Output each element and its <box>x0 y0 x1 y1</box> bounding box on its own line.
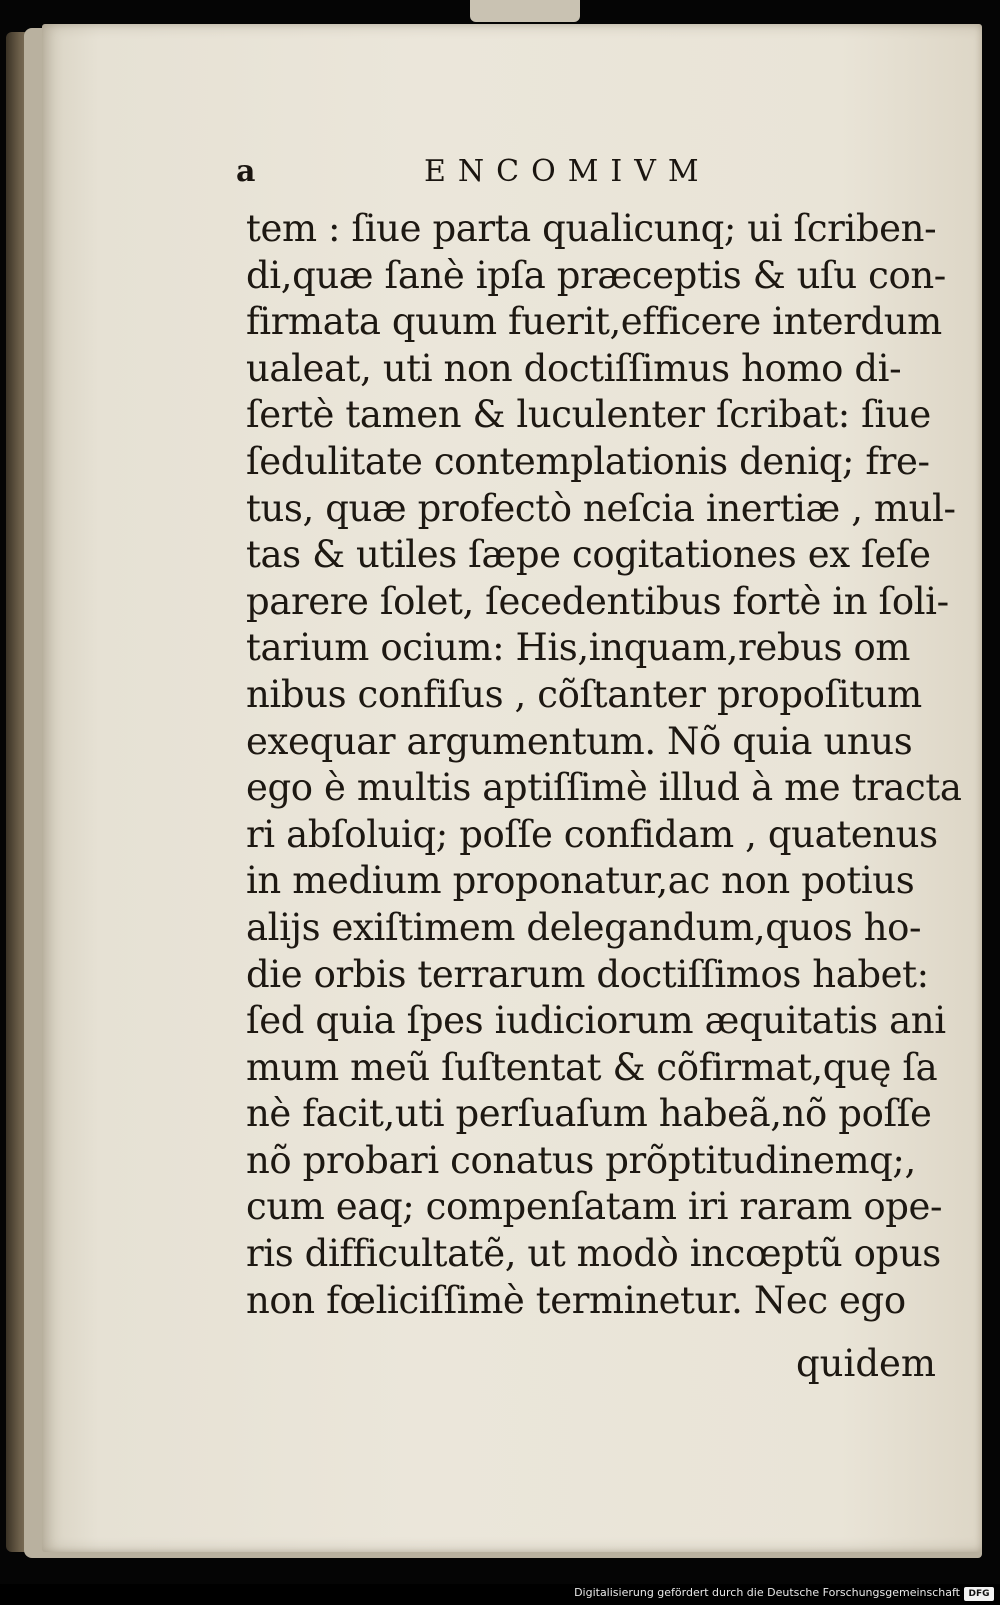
footer-credit: Digitalisierung gefördert durch die Deutsche Forschungsgemeinschaft <box>574 1586 960 1599</box>
running-head-title: ENCOMIVM <box>424 154 711 189</box>
text-line: ſedulitate contemplationis deniq; fre- <box>246 439 930 483</box>
text-line: ego è multis aptiſſimè illud à me tracta <box>246 766 962 810</box>
text-line: tas & utiles ſæpe cogitationes ex ſeſe <box>246 533 931 577</box>
book-top-edge <box>470 0 580 22</box>
footer-bar <box>0 1584 1000 1605</box>
text-line: alijs exiſtimem delegandum,quos ho- <box>246 905 922 949</box>
text-line: nõ probari conatus prõptitudinemq;, <box>246 1138 916 1182</box>
text-line: ri abſoluiq; poſſe confidam , quatenus <box>246 812 938 856</box>
text-line: non fœliciſſimè terminetur. Nec ego <box>246 1278 906 1322</box>
text-line: tem : ſiue parta qualicunq; ui ſcriben- <box>246 207 937 250</box>
dfg-logo: DFG <box>964 1587 994 1601</box>
text-line: ſertè tamen & luculenter ſcribat: ſiue <box>246 393 931 437</box>
text-line: mum meũ ſuſtentat & cõfirmat,quę ſa <box>246 1045 938 1089</box>
text-line: parere ſolet, ſecedentibus fortè in ſoli- <box>246 579 949 623</box>
text-line: cum eaq; compenſatam iri raram ope- <box>246 1185 943 1229</box>
text-line: tarium ocium: His,inquam,rebus om <box>246 626 911 670</box>
text-line: tus, quæ profectò neſcia inertiæ , mul- <box>246 486 956 530</box>
catchword: quidem <box>796 1342 937 1385</box>
page-number: a <box>236 154 256 189</box>
text-line: ſed quia ſpes iudiciorum æquitatis ani <box>246 999 946 1043</box>
text-block <box>246 206 962 1324</box>
text-line: die orbis terrarum doctiſſimos habet: <box>246 952 929 996</box>
text-line: nibus confiſus , cõſtanter propoſitum <box>246 672 922 716</box>
running-head <box>236 154 926 194</box>
text-line: nè facit,uti perſuaſum habeã,nõ poſſe <box>246 1092 932 1136</box>
text-line: firmata quum fuerit,efficere interdum <box>246 300 942 344</box>
text-line: di,quæ ſanè ipſa præceptis & uſu con- <box>246 253 946 297</box>
text-line: in medium proponatur,ac non potius <box>246 859 915 903</box>
text-line: ris difficultatẽ, ut modò incœptũ opus <box>246 1232 941 1276</box>
text-line: ualeat, uti non doctiſſimus homo di- <box>246 346 902 390</box>
text-line: exequar argumentum. Nõ quia unus <box>246 719 913 763</box>
